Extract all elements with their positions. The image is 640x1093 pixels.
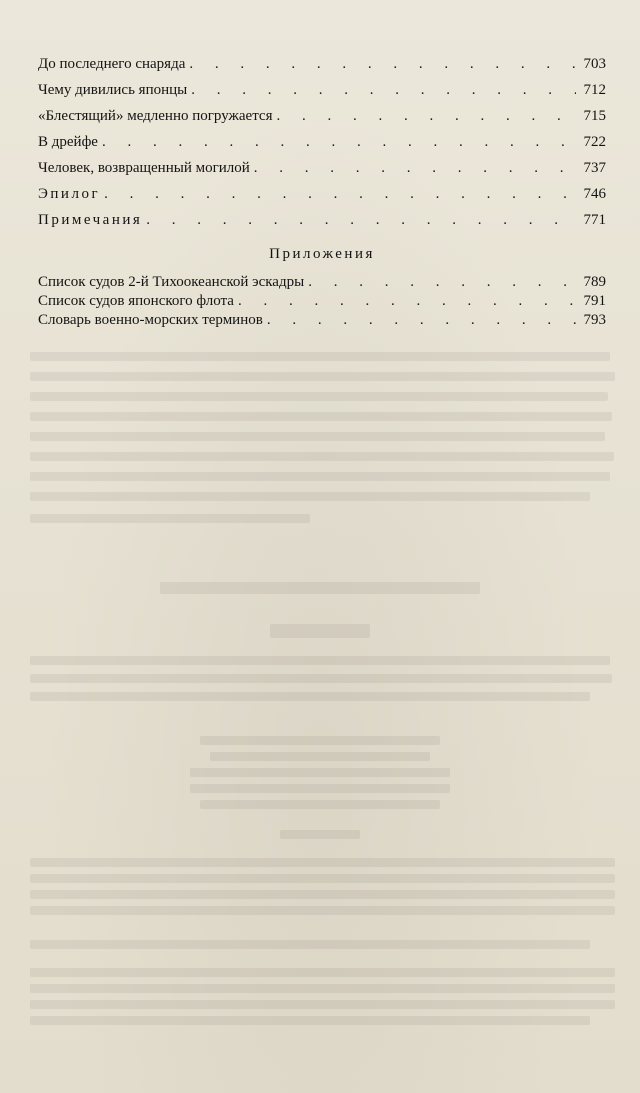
bleed-through-text [160,582,480,594]
dot-leader [238,293,576,310]
toc-entry-title: Примечания [38,212,143,228]
dot-leader [146,212,576,229]
toc-entry-title: Эпилог [38,186,101,202]
bleed-through-text [30,432,605,441]
toc-entry [38,108,606,134]
toc-entry-title: До последнего снаряда [38,56,186,72]
toc-entry [38,134,606,160]
dot-leader [267,312,576,329]
bleed-through-text [210,752,430,761]
bleed-through-text [200,800,440,809]
toc-entry [38,56,606,82]
toc-entry-page: 737 [583,160,606,176]
toc-entry [38,312,606,331]
bleed-through-text [190,784,450,793]
toc-entry-title: Список судов 2-й Тихоокеанской эскадры [38,274,305,290]
bleed-through-text [30,1016,590,1025]
bleed-through-text [30,906,615,915]
bleed-through-text [30,412,612,421]
bleed-through-text [280,830,360,839]
toc-entry-page: 793 [583,312,606,328]
toc-entry-page: 791 [583,293,606,309]
bleed-through-text [30,372,615,381]
dot-leader [254,160,576,177]
table-of-contents [38,56,606,331]
toc-entry-page: 703 [583,56,606,72]
toc-entry-page: 712 [583,82,606,98]
bleed-through-text [30,656,610,665]
bleed-through-text [30,874,615,883]
toc-entry-title: Словарь военно-морских терминов [38,312,263,328]
bleed-through-text [30,352,610,361]
toc-entry-page: 746 [583,186,606,202]
bleed-through-text [190,768,450,777]
dot-leader [308,274,576,291]
toc-entry-title: Человек, возвращенный могилой [38,160,250,176]
bleed-through-text [30,514,310,523]
dot-leader [191,82,576,99]
bleed-through-text [270,624,370,638]
bleed-through-text [30,472,610,481]
bleed-through-text [30,968,615,977]
bleed-through-text [200,736,440,745]
bleed-through-text [30,452,614,461]
toc-entry [38,186,606,212]
bleed-through-text [30,890,615,899]
dot-leader [102,134,576,151]
bleed-through-text [30,858,615,867]
bleed-through-text [30,940,590,949]
toc-entry [38,160,606,186]
toc-entry-page: 771 [583,212,606,228]
appendix-heading: Приложения [269,246,375,262]
dot-leader [189,56,576,73]
bleed-through-text [30,392,608,401]
dot-leader [277,108,577,125]
bleed-through-text [30,692,590,701]
toc-entry-page: 789 [583,274,606,290]
toc-entry-title: В дрейфе [38,134,98,150]
toc-entry [38,274,606,293]
bleed-through-text [30,492,590,501]
toc-entry-title: Чему дивились японцы [38,82,188,98]
toc-entry-page: 722 [583,134,606,150]
toc-entry-page: 715 [583,108,606,124]
dot-leader [104,186,576,203]
toc-entry [38,82,606,108]
toc-entry-title: «Блестящий» медленно погружается [38,108,273,124]
toc-entry [38,212,606,238]
bleed-through-text [30,984,615,993]
toc-entry-title: Список судов японского флота [38,293,234,309]
bleed-through-text [30,674,612,683]
toc-entry [38,293,606,312]
bleed-through-text [30,1000,615,1009]
